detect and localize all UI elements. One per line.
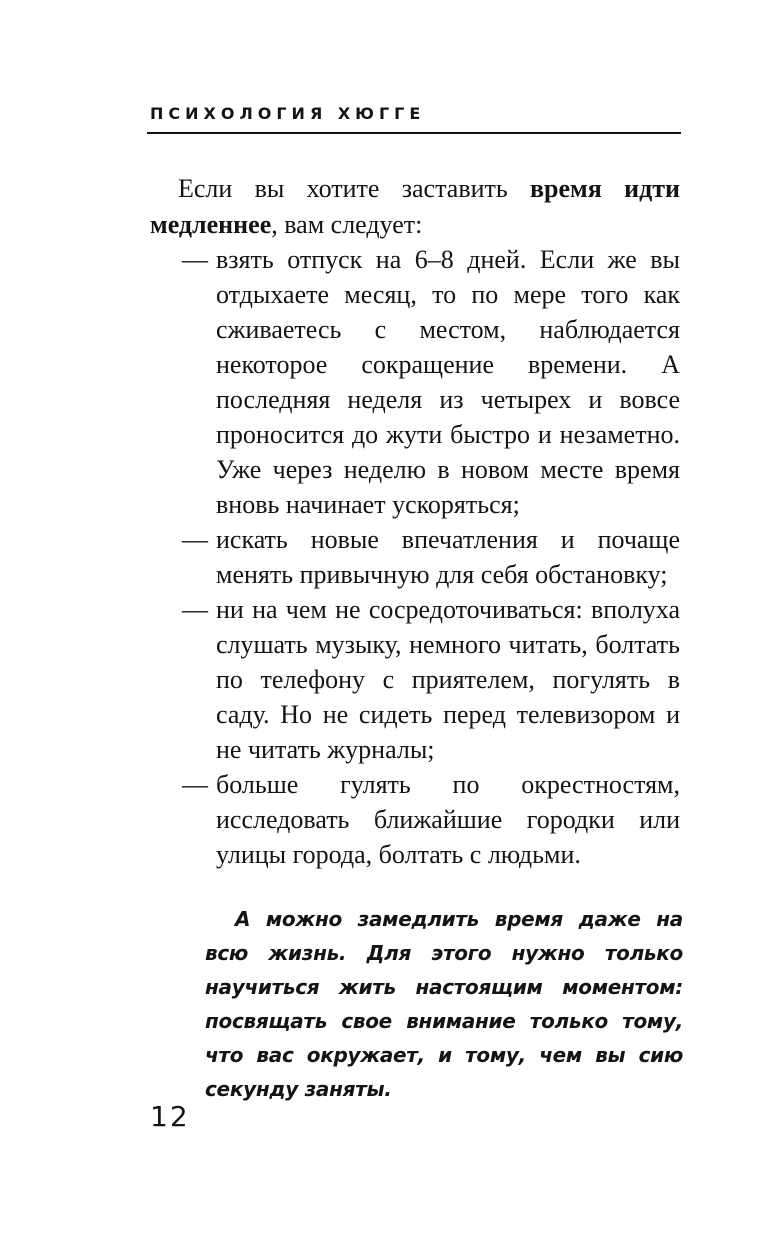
- list-item-text: искать новые впечатления и почаще менять привычную для себя обстановку;: [216, 525, 680, 589]
- list-item-text: взять отпуск на 6–8 дней. Если же вы отдыхаете месяц, то по мере того как сживаетесь с местом, наблюдается некоторое сокращение времени. А последняя неделя из четырех и вовсе проносится до жути быстро и незаметно. Уже через неделю в новом месте время вновь начинает ускоряться;: [216, 245, 680, 519]
- intro-text-before: Если вы хотите заставить: [178, 174, 531, 203]
- list-item-text: больше гулять по окрестностям, исследовать ближайшие городки или улицы города, болтать с людьми.: [216, 770, 680, 869]
- intro-paragraph: [150, 171, 680, 243]
- list-dash: —: [182, 525, 208, 554]
- page-number: 12: [150, 1100, 190, 1133]
- list-item: [150, 592, 680, 767]
- intro-text-after: , вам следует:: [271, 210, 423, 239]
- highlight-paragraph: А можно замедлить время даже на всю жизнь. Для этого нужно только научиться жить настоящим моментом: посвящать свое внимание только тому, что вас окружает, и тому, чем вы сию секунду заняты.: [205, 907, 683, 1101]
- intro-emphasis: время идти медленнее: [150, 174, 680, 239]
- list-dash: —: [182, 245, 208, 274]
- header-rule: [147, 132, 681, 134]
- list-dash: —: [182, 595, 208, 624]
- recommendation-list: [150, 242, 680, 872]
- list-item-text: ни на чем не сосредоточиваться: вполуха слушать музыку, немного читать, болтать по телефону с приятелем, погулять в саду. Но не сидеть перед телевизором и не читать журналы;: [216, 595, 680, 764]
- list-dash: —: [182, 770, 208, 799]
- list-item: [150, 767, 680, 872]
- list-item: [150, 522, 680, 592]
- list-item: [150, 242, 680, 522]
- running-title: ПСИХОЛОГИЯ ХЮГГЕ: [150, 104, 426, 123]
